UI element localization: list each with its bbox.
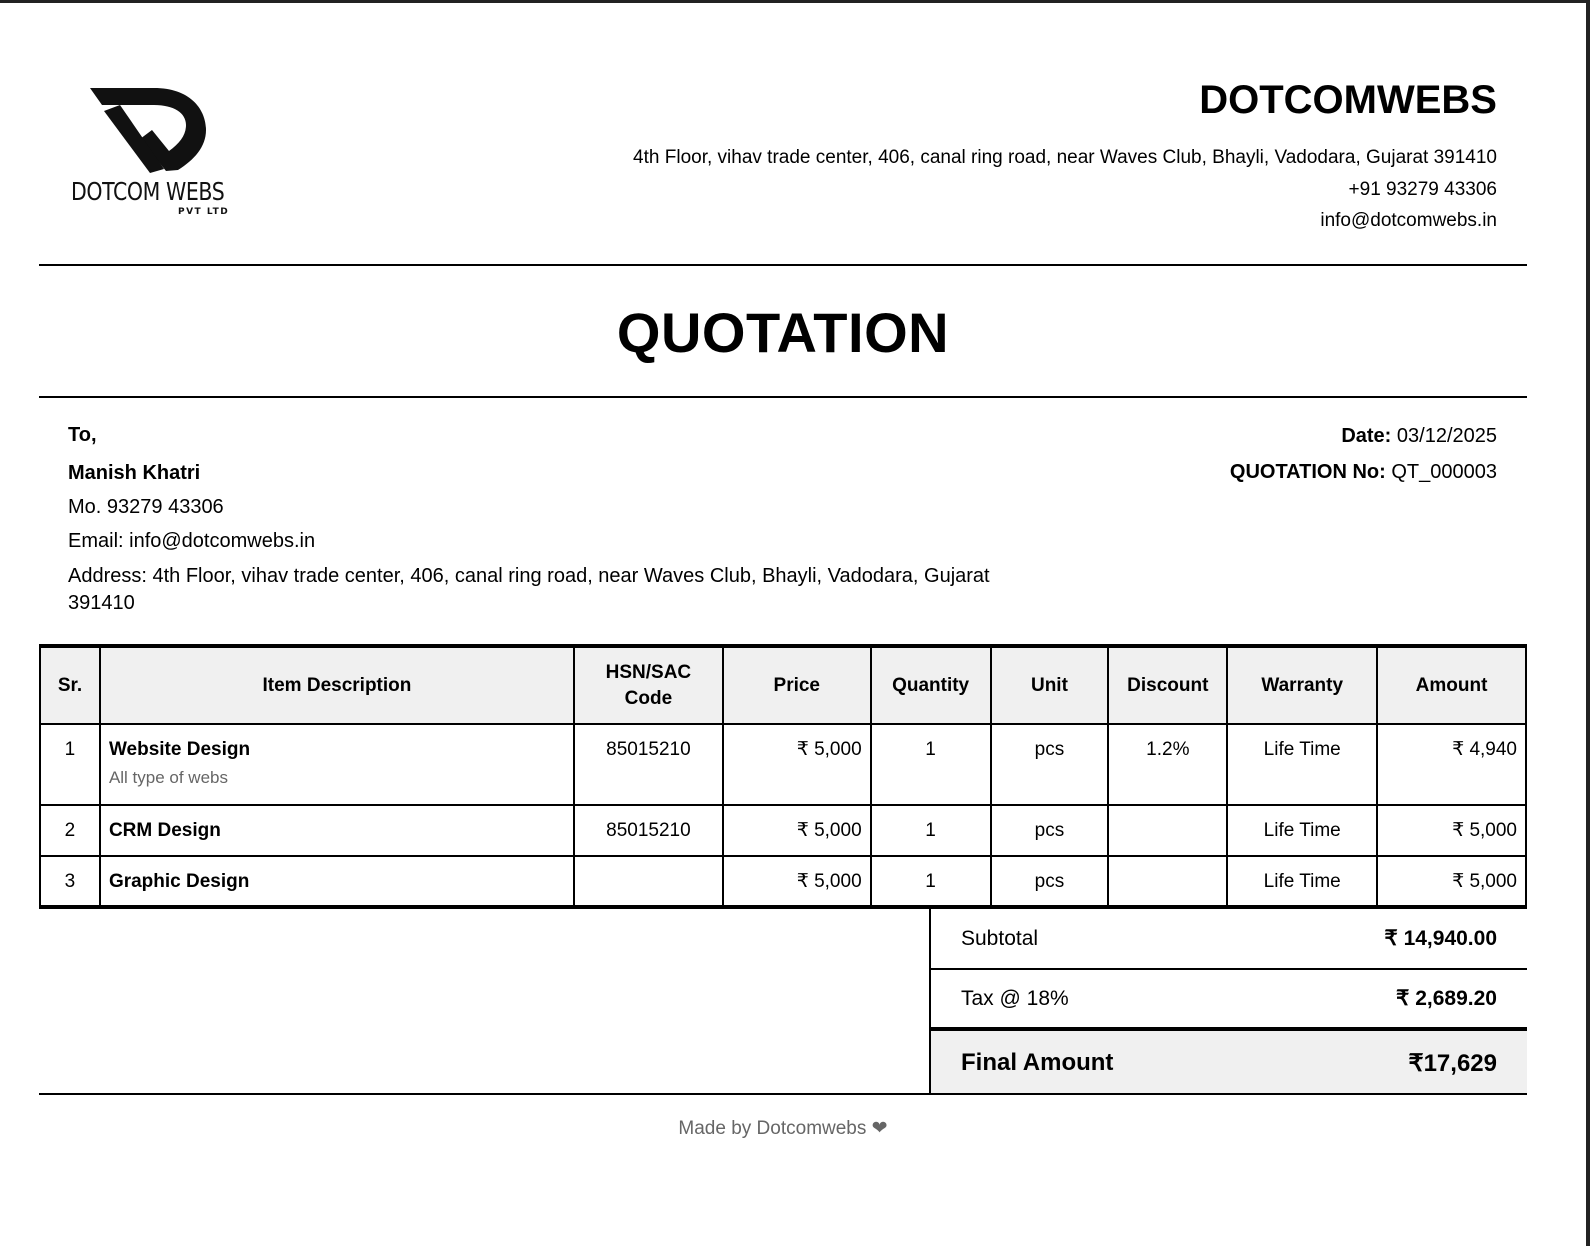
company-info xyxy=(633,76,1497,237)
cell-sr: 2 xyxy=(40,805,100,856)
company-logo xyxy=(66,85,231,225)
client-info xyxy=(68,422,1028,617)
cell-sr: 3 xyxy=(40,856,100,907)
table-row xyxy=(40,805,1526,856)
document-title: QUOTATION xyxy=(616,301,950,364)
footer-divider xyxy=(39,1093,1527,1095)
date-value: 03/12/2025 xyxy=(1396,425,1497,447)
cell-price: ₹ 5,000 xyxy=(723,724,871,805)
tax-value: ₹ 2,689.20 xyxy=(1396,987,1497,1010)
client-mobile: Mo. 93279 43306 xyxy=(68,496,224,518)
date-label: Date: xyxy=(1341,425,1392,447)
cell-item xyxy=(100,805,574,856)
cell-item xyxy=(100,856,574,907)
cell-unit: pcs xyxy=(991,856,1109,907)
cell-price: ₹ 5,000 xyxy=(723,856,871,907)
date-row xyxy=(1230,422,1497,450)
company-name: DOTCOMWEBS xyxy=(1199,78,1497,122)
cell-warranty: Life Time xyxy=(1227,856,1377,907)
client-address: Address: 4th Floor, vihav trade center, 406, canal ring road, near Waves Club, Bhayli, Vadodara, Gujarat 391410 xyxy=(68,565,990,614)
company-phone: +91 93279 43306 xyxy=(1348,178,1497,200)
totals-panel xyxy=(929,909,1527,1095)
cell-unit: pcs xyxy=(991,724,1109,805)
cell-quantity: 1 xyxy=(871,724,991,805)
header-hsn-sac-code: HSN/SAC Code xyxy=(574,646,723,724)
table-row xyxy=(40,856,1526,907)
header-amount: Amount xyxy=(1377,646,1526,724)
cell-amount: ₹ 5,000 xyxy=(1377,805,1526,856)
item-title: Website Design xyxy=(108,739,251,760)
cell-discount: 1.2% xyxy=(1108,724,1227,805)
cell-discount xyxy=(1108,856,1227,907)
logo-wordmark: DOTCOM WEBS xyxy=(71,177,225,206)
subtotal-label: Subtotal xyxy=(961,926,1039,950)
cell-amount: ₹ 5,000 xyxy=(1377,856,1526,907)
cell-amount: ₹ 4,940 xyxy=(1377,724,1526,805)
quotation-no-row xyxy=(1230,458,1497,486)
final-amount-value: ₹17,629 xyxy=(1408,1049,1497,1077)
cell-warranty: Life Time xyxy=(1227,724,1377,805)
item-title: Graphic Design xyxy=(108,871,250,892)
tax-label: Tax @ 18% xyxy=(961,986,1069,1010)
final-amount-label: Final Amount xyxy=(961,1049,1114,1076)
logo-subtext: PVT LTD xyxy=(178,207,230,217)
table-header-row xyxy=(40,646,1526,724)
client-name: Manish Khatri xyxy=(68,462,201,484)
cell-price: ₹ 5,000 xyxy=(723,805,871,856)
cell-unit: pcs xyxy=(991,805,1109,856)
cell-warranty: Life Time xyxy=(1227,805,1377,856)
header-divider xyxy=(39,264,1527,266)
client-email: Email: info@dotcomwebs.in xyxy=(68,530,316,552)
cell-item xyxy=(100,724,574,805)
header-item-description: Item Description xyxy=(100,646,574,724)
cell-sr: 1 xyxy=(40,724,100,805)
cell-quantity: 1 xyxy=(871,856,991,907)
cell-hsn: 85015210 xyxy=(574,805,723,856)
cell-hsn xyxy=(574,856,723,907)
header-unit: Unit xyxy=(991,646,1109,724)
company-address: 4th Floor, vihav trade center, 406, canal ring road, near Waves Club, Bhayli, Vadodara, Gujarat 391410 xyxy=(633,147,1497,168)
logo-d-mark-icon xyxy=(66,85,216,180)
table-row xyxy=(40,724,1526,805)
quotation-meta xyxy=(1230,422,1497,494)
tax-row xyxy=(931,970,1527,1031)
final-amount-row xyxy=(931,1031,1527,1095)
item-description: All type of webs xyxy=(108,768,228,787)
quotation-no-value: QT_000003 xyxy=(1391,461,1497,483)
header-quantity: Quantity xyxy=(871,646,991,724)
footer-credit: Made by Dotcomwebs ❤ xyxy=(678,1118,888,1139)
company-email: info@dotcomwebs.in xyxy=(1320,210,1497,231)
header-sr: Sr. xyxy=(40,646,100,724)
title-divider xyxy=(39,396,1527,398)
cell-quantity: 1 xyxy=(871,805,991,856)
quotation-no-label: QUOTATION No: xyxy=(1229,461,1386,483)
header-warranty: Warranty xyxy=(1227,646,1377,724)
subtotal-value: ₹ 14,940.00 xyxy=(1384,927,1497,950)
subtotal-row xyxy=(931,909,1527,970)
items-table xyxy=(39,644,1527,909)
cell-hsn: 85015210 xyxy=(574,724,723,805)
quotation-page xyxy=(0,3,1586,1246)
to-label: To, xyxy=(68,424,97,446)
item-title: CRM Design xyxy=(108,820,221,841)
cell-discount xyxy=(1108,805,1227,856)
header-price: Price xyxy=(723,646,871,724)
header-discount: Discount xyxy=(1108,646,1227,724)
